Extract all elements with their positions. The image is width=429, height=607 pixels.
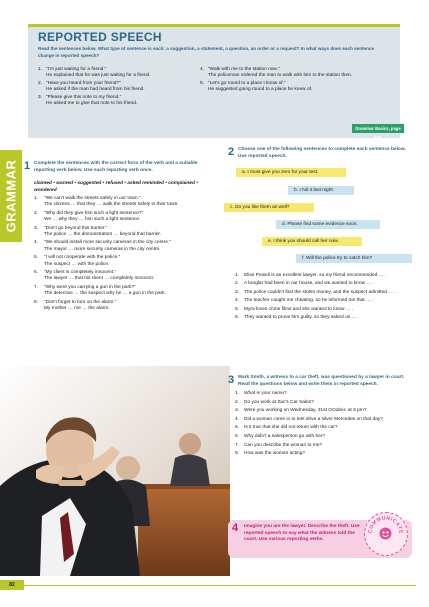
list-item-quote: “Don’t go beyond this barrier.” — [44, 225, 108, 231]
rs-item — [38, 81, 208, 94]
list-item — [34, 300, 214, 313]
list-item-gap: My mother … me … the alarm. — [44, 306, 110, 312]
list-item — [235, 417, 405, 424]
list-item-num: 6. — [235, 315, 240, 321]
courtroom-photo — [0, 366, 230, 576]
list-item-body — [44, 285, 166, 298]
list-item-num: 1. — [235, 391, 240, 396]
rs-item-num: 4. — [200, 67, 205, 72]
list-item-num: 7. — [34, 284, 39, 290]
list-item — [34, 211, 214, 224]
strip-text: Please find some evidence soon. — [287, 222, 358, 227]
rs-item-body — [208, 67, 352, 80]
strip-label: e. — [268, 239, 273, 244]
list-item-num: 6. — [34, 270, 39, 276]
list-item — [235, 298, 405, 304]
communicate-badge-icon — [364, 512, 408, 556]
rs-item-num: 3. — [38, 94, 43, 100]
list-item-body — [44, 300, 116, 313]
strip-text: Will the police try to catch him? — [306, 256, 373, 261]
exercise-4-text: Imagine you are the lawyer. Describe the theft. Use reported speech to say what the witness told the court. Use various reporting verbs. — [244, 524, 360, 543]
list-item-num: 8. — [235, 451, 240, 457]
list-item-text: Did a woman come in to test drive a silver Mercedes on that day? — [244, 416, 383, 422]
rs-item — [38, 67, 208, 80]
list-item-text: Were you working on Wednesday, 31st October, at 3 pm? — [244, 408, 367, 414]
rs-item-reported: He suggested going round to a place he knew of. — [208, 87, 313, 93]
reported-speech-box-bar — [28, 24, 400, 27]
list-item-quote: “Why did they give him such a light sentence?” — [44, 210, 144, 216]
strip-text: I think you should call her now. — [273, 239, 339, 244]
rs-item-quote: “Please give this note to my friend.” — [46, 94, 122, 100]
list-item — [235, 408, 405, 415]
list-item-num: 3. — [235, 289, 240, 295]
grammar-side-label: GRAMMAR — [3, 159, 19, 233]
exercise-4-number: 4 — [232, 522, 239, 534]
exercise-2-number: 2 — [228, 146, 235, 158]
list-item — [235, 451, 405, 458]
strip-label: c. — [230, 205, 234, 210]
list-item — [235, 434, 405, 441]
list-item — [34, 285, 214, 298]
list-item-body — [44, 270, 154, 283]
list-item-body — [44, 196, 179, 209]
list-item-text: Why didn’t a salesperson go with her? — [244, 433, 326, 439]
list-item — [34, 255, 214, 268]
list-item-num: 8. — [34, 299, 39, 305]
list-item — [235, 315, 405, 321]
rs-item-quote: “I’m just waiting for a friend.” — [46, 67, 107, 72]
list-item-quote: “Don’t forget to turn on the alarm.” — [44, 299, 117, 305]
rs-item-reported: He explained that he was just waiting for a friend. — [46, 73, 151, 79]
list-item-num: 5. — [34, 255, 39, 261]
grammar-basics-link[interactable]: Grammar Basics, page 132 — [352, 124, 404, 133]
rs-item-reported: He asked if the man had heard from his friend. — [46, 87, 145, 93]
sentence-strip-c — [224, 203, 314, 212]
rs-item-body — [208, 81, 312, 94]
rs-item-body — [46, 67, 151, 80]
list-item-gap: The mayor … more security cameras in the city centre. — [44, 246, 161, 252]
rs-item-quote: “Walk with me to the station now.” — [208, 67, 280, 72]
list-item-quote: “We can’t walk the streets safely in our town.” — [44, 196, 141, 201]
sentence-strip-a — [236, 168, 346, 177]
exercise-1-number: 1 — [24, 160, 31, 172]
list-item-num: 3. — [34, 225, 39, 231]
list-item — [34, 240, 214, 253]
list-item-body — [44, 240, 171, 253]
list-item-num: 1. — [235, 273, 240, 278]
list-item-body — [44, 226, 161, 239]
list-item-num: 5. — [235, 306, 240, 312]
list-item-text: How was the woman acting? — [244, 451, 306, 457]
list-item — [235, 281, 405, 287]
list-item — [235, 307, 405, 313]
rs-item-body — [46, 95, 137, 108]
list-item — [235, 273, 405, 279]
strip-label: d. — [282, 222, 287, 227]
footer-divider — [24, 585, 416, 586]
list-item — [34, 270, 214, 283]
list-item-quote: “We should install more security cameras in the city centre.” — [44, 240, 171, 246]
list-item-gap: The police … the demonstrators … beyond that barrier. — [44, 232, 162, 238]
list-item — [235, 425, 405, 432]
list-item-text: Elise Powell is an excellent lawyer, so my friend recommended … . — [244, 273, 387, 278]
exercise-2-list — [235, 273, 405, 323]
list-item-num: 6. — [235, 433, 240, 439]
list-item-quote: “I will not cooperate with the police.” — [44, 255, 121, 261]
rs-item — [38, 95, 208, 108]
list-item-num: 4. — [34, 240, 39, 246]
communicate-badge-graphic — [365, 513, 406, 554]
strip-text: I must give you zero for your test. — [247, 170, 319, 175]
list-item-text: The police couldn’t find the stolen money, and the suspect admitted … . — [244, 289, 396, 295]
rs-item-reported: The policeman ordered the man to walk with him to the station then. — [208, 73, 352, 79]
list-item-gap: The citizens … that they … walk the streets safely in their town. — [44, 202, 179, 208]
list-item — [34, 226, 214, 239]
sentence-strip-e — [262, 237, 362, 246]
list-item-gap: The detective … the suspect why he … a gun in the park. — [44, 291, 166, 297]
list-item-text: What is your name? — [244, 391, 287, 396]
list-item-num: 2. — [235, 399, 240, 405]
rs-item-num: 1. — [38, 67, 43, 72]
list-item-num: 3. — [235, 408, 240, 414]
rs-item-quote: “Let’s go round to a place I know of.” — [208, 80, 286, 86]
strip-text: I hid it last night. — [299, 188, 335, 193]
list-item — [235, 391, 405, 398]
strip-label: a. — [242, 170, 247, 175]
list-item-text: The teacher caught me cheating, so he informed me that … . — [244, 298, 374, 304]
rs-item-num: 5. — [200, 80, 205, 86]
list-item-num: 2. — [34, 210, 39, 216]
list-item — [235, 400, 405, 407]
list-item-text: A burglar had been in our house, and we wanted to know … . — [244, 281, 374, 287]
rs-item — [200, 67, 390, 80]
list-item-text: Myra loves crime films and she wanted to know … . — [244, 306, 354, 312]
strip-label: f. — [302, 256, 305, 261]
list-item — [235, 443, 405, 450]
list-item-text: They wanted to prove him guilty, so they asked us … . — [244, 315, 359, 321]
exercise-3-list — [235, 391, 405, 460]
list-item-quote: “My client is completely innocent.” — [44, 270, 116, 276]
list-item-num: 4. — [235, 416, 240, 422]
sentence-strip-d — [276, 220, 380, 229]
strip-label: b. — [294, 188, 299, 193]
exercise-1-reporting-verbs: claimed • warned • suggested • refused • asked reminded • complained • wondered — [34, 181, 198, 193]
exercise-3-number: 3 — [228, 374, 235, 386]
exercise-3-heading: Mark Smith, a witness to a car theft, was questioned by a lawyer in court. Read the questions below and write them in reported speech. — [238, 375, 405, 387]
list-item-num: 7. — [235, 442, 240, 448]
list-item — [34, 196, 214, 209]
reported-speech-intro: Read the sentences below. What type of sentence is each: a suggestion, a statement, a question, an order or a request? In what ways does each sentence change in reported speech? — [38, 46, 375, 58]
courtroom-photo-image — [0, 366, 230, 576]
strip-text: Do you like them as well? — [235, 205, 290, 210]
list-item-num: 2. — [235, 281, 240, 287]
communicate-badge-text: COMMUNICATE — [367, 515, 404, 535]
list-item-num: 5. — [235, 425, 240, 431]
sentence-strip-f — [296, 254, 412, 263]
reported-speech-title: REPORTED SPEECH — [38, 30, 162, 44]
list-item-num: 4. — [235, 298, 240, 304]
sentence-strip-b — [288, 186, 354, 195]
list-item-text: Do you work at Zac’s Car Sales? — [244, 399, 314, 405]
list-item-num: 1. — [34, 196, 39, 201]
exercise-1-heading: Complete the sentences with the correct form of the verb and a suitable reporting verb below. Use each reporting verb once. — [34, 161, 198, 173]
list-item — [235, 290, 405, 296]
rs-item-reported: He asked me to give that note to his friend. — [46, 101, 138, 107]
list-item-body — [44, 255, 120, 268]
list-item-gap: The suspect … with the police. — [44, 261, 110, 267]
rs-item-body — [46, 81, 145, 94]
list-item-text: Is it true that she did not return with the car? — [244, 425, 338, 431]
list-item-quote: “Why were you carrying a gun in the park?” — [44, 284, 136, 290]
rs-item — [200, 81, 390, 94]
exercise-2-heading: Choose one of the following sentences to complete each sentence below. Use reported speech. — [238, 147, 406, 159]
list-item-body — [44, 211, 143, 224]
rs-item-quote: “Have you heard from your friend?” — [46, 80, 121, 86]
list-item-text: Can you describe the woman to me? — [244, 442, 323, 448]
page-number: 82 — [9, 582, 15, 588]
page-number-tab — [0, 580, 24, 590]
reported-speech-right-column — [200, 67, 390, 95]
rs-item-num: 2. — [38, 80, 43, 86]
list-item-gap: The lawyer … that his client … completely innocent. — [44, 276, 155, 282]
list-item-gap: We … why they … him such a light sentence. — [44, 217, 141, 223]
reported-speech-left-column — [38, 67, 208, 108]
exercise-1-list — [34, 196, 214, 315]
